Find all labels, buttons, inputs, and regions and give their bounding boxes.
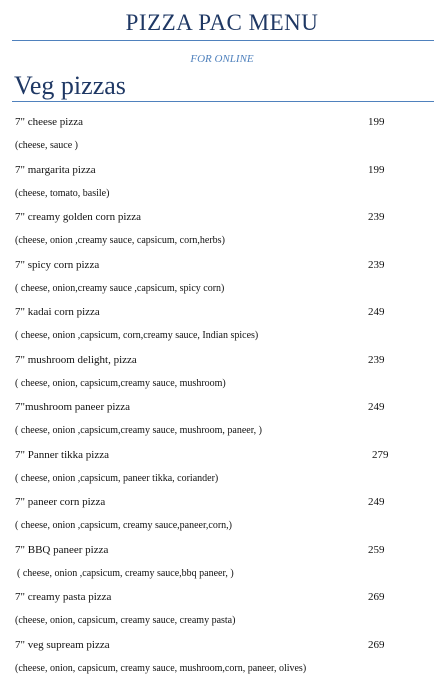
item-name: 7" creamy pasta pizza — [15, 591, 112, 603]
menu-item — [0, 207, 444, 255]
item-description: (cheese, onion, capsicum, creamy sauce, mushroom,corn, paneer, olives) — [15, 662, 307, 674]
item-price: 249 — [368, 401, 385, 413]
item-name: 7" mushroom delight, pizza — [15, 353, 137, 366]
menu-item — [0, 160, 444, 208]
item-price: 239 — [368, 211, 385, 223]
item-description: (cheese, sauce ) — [15, 140, 79, 151]
item-description: ( cheese, onion, capsicum,creamy sauce, mushroom) — [15, 377, 226, 389]
menu-item — [0, 635, 444, 683]
menu-item — [0, 492, 444, 540]
menu-item — [0, 445, 444, 493]
item-description: (cheese, onion ,creamy sauce, capsicum, corn,herbs) — [15, 235, 225, 246]
menu-item — [0, 255, 444, 303]
item-price: 249 — [368, 306, 385, 318]
menu-title: PIZZA PAC MENU — [125, 10, 319, 35]
section-heading: Veg pizzas — [14, 71, 126, 100]
item-name: 7" spicy corn pizza — [15, 258, 100, 271]
item-price: 269 — [368, 638, 385, 651]
item-description: (cheese, tomato, basile) — [15, 187, 110, 199]
item-price: 239 — [368, 353, 385, 366]
item-description: ( cheese, onion ,capsicum,creamy sauce, mushroom, paneer, ) — [15, 425, 263, 436]
item-price: 239 — [368, 258, 385, 271]
section-divider — [12, 101, 434, 102]
menu-subtitle: FOR ONLINE — [190, 53, 254, 65]
menu-item — [0, 397, 444, 445]
item-price: 269 — [368, 591, 385, 603]
item-name: 7" creamy golden corn pizza — [15, 211, 142, 223]
item-name: 7" Panner tikka pizza — [15, 448, 109, 461]
menu-items-list — [0, 112, 444, 682]
item-price: 199 — [368, 116, 385, 128]
item-price: 249 — [368, 496, 385, 508]
menu-item — [0, 350, 444, 398]
item-description: ( cheese, onion,creamy sauce ,capsicum, spicy corn) — [15, 282, 225, 294]
item-description: ( cheese, onion ,capsicum, paneer tikka, coriander) — [15, 472, 219, 484]
item-name: 7" BBQ paneer pizza — [15, 543, 109, 556]
menu-item — [0, 587, 444, 635]
item-price: 199 — [368, 163, 385, 176]
item-name: 7"mushroom paneer pizza — [15, 401, 131, 413]
item-name: 7" veg supream pizza — [15, 638, 110, 651]
menu-item — [0, 540, 444, 588]
item-description: ( cheese, onion ,capsicum, creamy sauce,bbq paneer, ) — [17, 567, 234, 579]
item-name: 7" paneer corn pizza — [15, 496, 106, 508]
title-divider — [12, 40, 434, 41]
item-name: 7" margarita pizza — [15, 163, 96, 176]
item-price: 259 — [368, 543, 385, 556]
item-name: 7" kadai corn pizza — [15, 306, 100, 318]
menu-item — [0, 112, 444, 160]
menu-item — [0, 302, 444, 350]
item-price: 279 — [372, 448, 389, 461]
item-description: (cheese, onion, capsicum, creamy sauce, creamy pasta) — [15, 615, 236, 626]
item-description: ( cheese, onion ,capsicum, creamy sauce,paneer,corn,) — [15, 520, 232, 531]
item-name: 7" cheese pizza — [15, 116, 84, 128]
item-description: ( cheese, onion ,capsicum, corn,creamy sauce, Indian spices) — [15, 330, 259, 341]
